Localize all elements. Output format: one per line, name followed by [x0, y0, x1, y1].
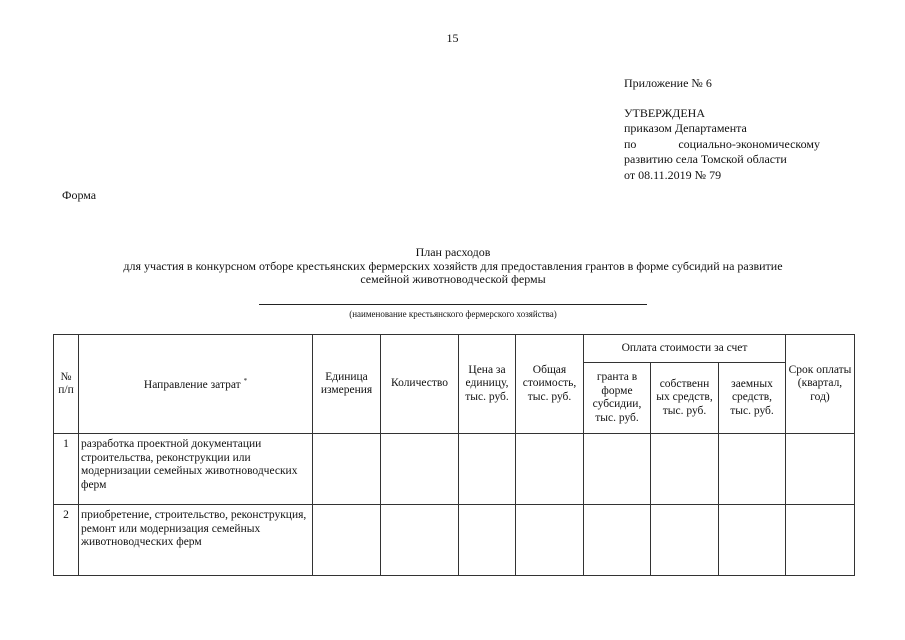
plan-subtitle-line1: для участия в конкурсном отборе крестьянских фермерских хозяйств для предоставления грантов в форме субсидий на развитие	[123, 258, 783, 273]
row-direction: приобретение, строительство, реконструкция, ремонт или модернизация семейных животноводческих ферм	[79, 505, 313, 576]
row-direction: разработка проектной документации строительства, реконструкции или модернизации семейных животноводческих ферм	[79, 434, 313, 505]
cell-price[interactable]	[459, 505, 516, 576]
row-num: 1	[54, 434, 79, 505]
table-header-row-1	[54, 335, 855, 363]
appendix-block	[624, 76, 820, 183]
cell-unit[interactable]	[313, 434, 381, 505]
cell-own-funds[interactable]	[651, 505, 719, 576]
approval-line-order: приказом Департамента	[624, 121, 747, 135]
cell-grant[interactable]	[584, 505, 651, 576]
plan-title: План расходов	[415, 245, 491, 259]
approval-word-socio: социально-экономическому	[678, 136, 820, 151]
cell-own-funds[interactable]	[651, 434, 719, 505]
plan-subtitle-line2: семейной животноводческой фермы	[360, 272, 546, 286]
header-direction-mark: *	[243, 377, 248, 386]
row-num: 2	[54, 505, 79, 576]
cell-unit[interactable]	[313, 505, 381, 576]
page-number: 15	[446, 31, 459, 45]
cell-loan-funds[interactable]	[719, 505, 786, 576]
header-loan-funds: заемных средств, тыс. руб.	[719, 363, 786, 434]
approval-line-date: от 08.11.2019 № 79	[624, 167, 722, 182]
header-payment-group: Оплата стоимости за счет	[584, 335, 786, 363]
cell-quantity[interactable]	[381, 434, 459, 505]
cell-grant[interactable]	[584, 434, 651, 505]
cell-loan-funds[interactable]	[719, 434, 786, 505]
approval-title: УТВЕРЖДЕНА	[624, 105, 706, 120]
header-quantity: Количество	[381, 335, 459, 434]
header-direction	[79, 335, 313, 434]
table-row	[54, 434, 855, 505]
approval-line-department	[624, 137, 820, 153]
header-num: № п/п	[54, 335, 79, 434]
farm-name-caption: (наименование крестьянского фермерского хозяйства)	[349, 309, 557, 319]
cell-total[interactable]	[516, 434, 584, 505]
farm-name-line	[259, 304, 647, 305]
plan-title-block	[60, 246, 846, 287]
cell-total[interactable]	[516, 505, 584, 576]
cell-quantity[interactable]	[381, 505, 459, 576]
header-unit: Единица измерения	[313, 335, 381, 434]
approval-word-po: по	[624, 136, 637, 151]
header-own-funds: собственн ых средств, тыс. руб.	[651, 363, 719, 434]
expense-plan-table	[53, 334, 855, 576]
approval-line-region: развитию села Томской области	[624, 152, 787, 166]
cell-term[interactable]	[786, 434, 855, 505]
cell-term[interactable]	[786, 505, 855, 576]
header-price: Цена за единицу, тыс. руб.	[459, 335, 516, 434]
form-label: Форма	[62, 188, 97, 202]
header-total: Общая стоимость, тыс. руб.	[516, 335, 584, 434]
appendix-label: Приложение № 6	[624, 76, 712, 90]
cell-price[interactable]	[459, 434, 516, 505]
table-row	[54, 505, 855, 576]
header-direction-label: Направление затрат	[143, 379, 241, 392]
header-term: Срок оплаты (квартал, год)	[786, 335, 855, 434]
header-grant: гранта в форме субсидии, тыс. руб.	[584, 363, 651, 434]
